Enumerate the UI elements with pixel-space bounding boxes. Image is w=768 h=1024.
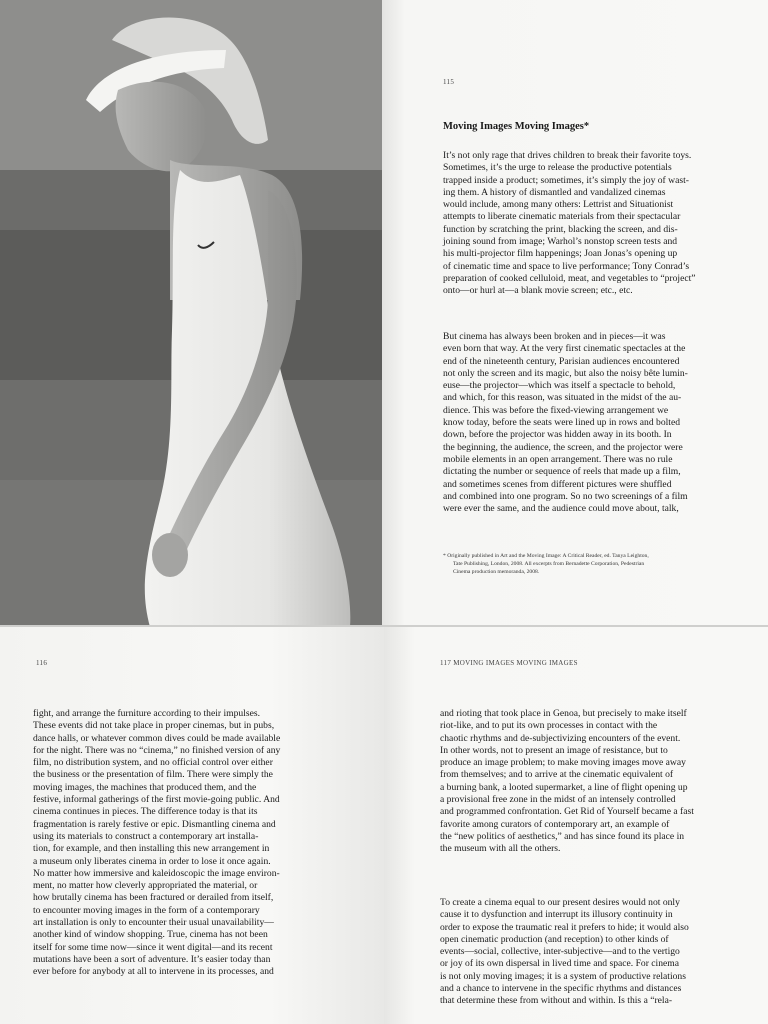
chapter-title: Moving Images Moving Images* [443, 121, 590, 132]
text-line: function by scratching the print, blacking the screen, and dis- [443, 223, 678, 235]
text-line: the museum with all the others. [440, 843, 561, 855]
text-line: or joy of its own dispersal in lived time and space. For cinema [440, 958, 679, 970]
text-line: dictating the number or sequence of reels that made up a film, [443, 466, 681, 478]
text-line: of cinematic time and space to live performance; Tony Conrad’s [443, 260, 690, 272]
text-line: a burning bank, a looted supermarket, a line of flight opening up [440, 781, 688, 793]
text-line: cause it to dysfunction and interrupt its illusory continuity in [440, 909, 673, 921]
text-line: were ever the same, and the audience could move about, talk, [443, 503, 679, 515]
text-line: To create a cinema equal to our present desires would not only [440, 897, 680, 908]
text-line: fight, and arrange the furniture according to their impulses. [33, 708, 260, 719]
body-paragraph-117-2 [440, 897, 689, 1008]
tennis-player-photo [0, 0, 382, 627]
text-line: and rioting that took place in Genoa, but precisely to make itself [440, 708, 687, 719]
text-line: attempts to liberate cinematic materials from their spectacular [443, 211, 681, 223]
text-line: chaotic rhythms and de-subjectivizing encounters of the event. [440, 732, 681, 744]
text-line: to encounter moving images in the form of a contemporary [33, 904, 260, 916]
folio-115: 115 [443, 78, 455, 86]
text-line: tion, for example, and then installing this new arrangement in [33, 843, 270, 855]
folio-116: 116 [36, 659, 48, 667]
text-line: for the night. There was no “cinema,” no finished version of any [33, 744, 281, 756]
text-line: riot-like, and to put its own processes in contact with the [440, 720, 658, 732]
body-paragraph-1 [443, 150, 696, 298]
text-line: open cinematic production (and reception) to other kinds of [440, 933, 669, 945]
text-line: events—social, collective, inter-subjective—and to the vertigo [440, 946, 680, 958]
page-115 [382, 0, 768, 627]
text-line: It’s not only rage that drives children to break their favorite toys. [443, 150, 692, 161]
text-line: produce an image problem; to make moving images move away [440, 757, 686, 769]
text-line: No matter how immersive and kaleidoscopic the image environ- [33, 867, 280, 879]
text-line: is not only moving images; it is a system of productive relations [440, 970, 686, 982]
text-line: In other words, not to present an image of resistance, but to [440, 744, 668, 756]
text-line: dience. This was before the fixed-viewing arrangement we [443, 404, 669, 416]
text-line: would include, among many others: Lettrist and Situationist [443, 199, 674, 211]
body-paragraph-2 [443, 331, 688, 515]
text-line: from themselves; and to arrive at the cinematic equivalent of [440, 769, 674, 781]
text-line: onto—or hurl at—a blank movie screen; etc., etc. [443, 285, 633, 297]
footnote-line: Tate Publishing, London, 2008. All excerpts from Bernadette Corporation, Pedestrian [453, 561, 645, 567]
text-line: a museum only liberates cinema in order to lose it once again. [33, 855, 271, 867]
text-line: ing them. A history of dismantled and vandalized cinemas [443, 186, 666, 198]
text-line: preparation of cooked celluloid, meat, and vegetables to “project” [443, 272, 696, 284]
footnote-line: * Originally published in Art and the Moving Image: A Critical Reader, ed. Tanya Leighton, [443, 553, 649, 559]
text-line: dance halls, or whatever common dives could be made available [33, 732, 281, 744]
text-line: and programmed confrontation. Get Rid of Yourself became a fast [440, 806, 694, 818]
text-line: the “new politics of aesthetics,” and has since found its place in [440, 830, 685, 842]
text-line: not only the screen and its magic, but also the noisy bête lumin- [443, 367, 688, 379]
text-line: how brutally cinema has been fractured or derailed from itself, [33, 892, 274, 904]
text-line: and sometimes scenes from different pictures were shuffled [443, 478, 672, 490]
text-line: down, before the projector was hidden away in its booth. In [443, 429, 672, 441]
text-line: art installation is only to encounter their usual unavailability— [33, 917, 274, 929]
text-line: end of the nineteenth century, Parisian audiences encountered [443, 355, 680, 367]
text-line: film, no distribution system, and no official control over either [33, 757, 273, 769]
text-line: and combined into one program. So no two screenings of a film [443, 490, 688, 502]
text-line: euse—the projector—which was itself a spectacle to behold, [443, 380, 676, 392]
text-line: Sometimes, it’s the urge to release the productive potentials [443, 162, 672, 174]
text-line: even born that way. At the very first cinematic spectacles at the [443, 343, 686, 355]
text-line: the business or the presentation of film. There were simply the [33, 769, 273, 781]
text-line: another kind of window shopping. True, cinema has not been [33, 929, 268, 941]
text-line: cinema continues in pieces. The difference today is that its [33, 806, 258, 818]
text-line: ment, no matter how cleverly appropriated the material, or [33, 880, 258, 892]
text-line: and a chance to intervene in the specific rhythms and distances [440, 983, 682, 995]
text-line: know today, before the seats were lined up in rows and bolted [443, 417, 681, 429]
text-line: ever before for anybody at all to intervene in its processes, and [33, 966, 274, 978]
text-line: a provisional free zone in the midst of an intensely controlled [440, 794, 676, 806]
text-line: mutations have been a sort of adventure. It’s easier today than [33, 953, 271, 965]
text-line: moving images, the machines that produced them, and the [33, 781, 257, 793]
text-line: festive, informal gatherings of the first movie-going public. And [33, 794, 280, 806]
text-line: favorite among curators of contemporary art, an example of [440, 818, 670, 830]
text-line: These events did not take place in proper cinemas, but in pubs, [33, 720, 275, 732]
text-line: joining sound from image; Warhol’s nonstop screen tests and [443, 236, 678, 248]
text-line: trapped inside a product; sometimes, it’s simply the joy of wast- [443, 174, 689, 186]
text-line: order to expose the traumatic real it prefers to hide; it would also [440, 921, 689, 933]
text-line: But cinema has always been broken and in pieces—it was [443, 331, 666, 342]
footnote-line: Cinema production memoranda, 2008. [453, 569, 540, 575]
text-line: using its materials to construct a contemporary art installa- [33, 830, 259, 842]
text-line: mobile elements in an open arrangement. There was no rule [443, 453, 673, 465]
running-head-117: 117 MOVING IMAGES MOVING IMAGES [440, 659, 578, 667]
text-line: his multi-projector film happenings; Joan Jonas’s opening up [443, 248, 678, 260]
text-line: itself for some time now—since it went digital—and its recent [33, 941, 273, 953]
text-line: and which, for this reason, was situated in the midst of the au- [443, 392, 682, 404]
body-paragraph-117-1 [440, 708, 694, 856]
text-line: fragmentation is rarely festive or epic. Dismantling cinema and [33, 818, 276, 830]
text-line: that determine these from without and within. Is this a “rela- [440, 995, 673, 1007]
text-line: the beginning, the audience, the screen, and the projector were [443, 441, 683, 453]
body-paragraph-116 [33, 708, 280, 979]
footnote [443, 552, 649, 576]
